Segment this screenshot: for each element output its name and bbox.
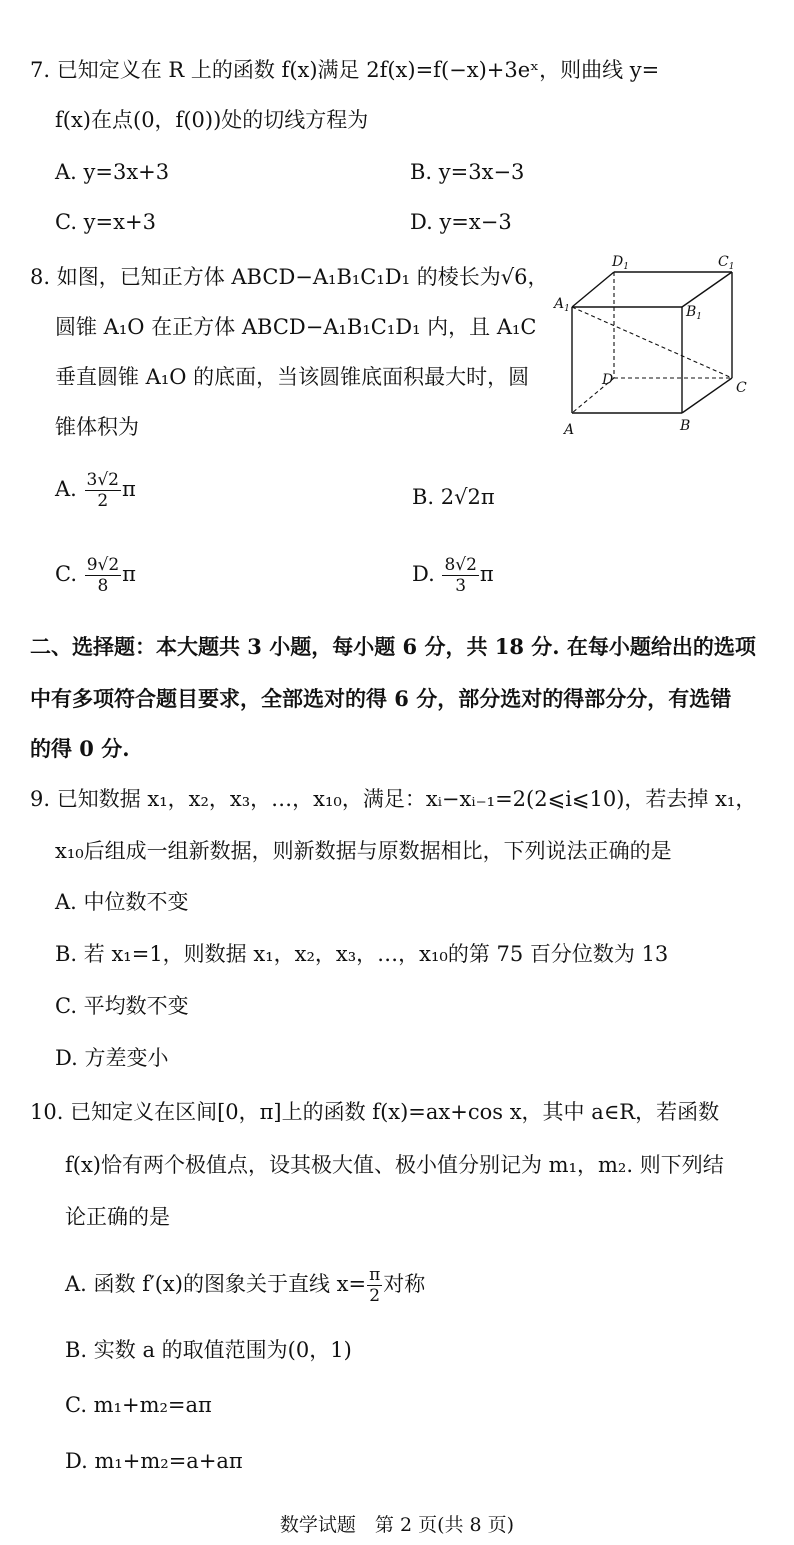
q8-option-d-suffix: π bbox=[479, 562, 494, 586]
q8-option-c-label: C. bbox=[55, 562, 77, 586]
label-b1: $B_1$ bbox=[686, 304, 703, 322]
q8-line-2: 圆锥 A₁O 在正方体 ABCD−A₁B₁C₁D₁ 内，且 A₁C bbox=[55, 315, 537, 339]
q8-option-a-numerator: 3√2 bbox=[86, 470, 119, 490]
q8-option-b bbox=[412, 482, 495, 512]
section2-line-3: 的得 0 分. bbox=[30, 736, 130, 761]
q9-option-a: A. 中位数不变 bbox=[55, 890, 189, 914]
q9-option-d: D. 方差变小 bbox=[55, 1046, 169, 1070]
q8-option-d-numerator: 8√2 bbox=[444, 555, 477, 575]
q7-option-a: A. y=3x+3 bbox=[55, 160, 170, 184]
q8-option-c-fraction bbox=[85, 555, 121, 596]
q10-option-d: D. m₁+m₂=a+aπ bbox=[65, 1449, 243, 1473]
q10-line-3: 论正确的是 bbox=[65, 1205, 170, 1229]
q8-option-c-denominator: 8 bbox=[97, 576, 109, 596]
q8-option-c-suffix: π bbox=[122, 562, 136, 586]
diagonal-a1-c bbox=[572, 307, 732, 378]
label-a: A bbox=[564, 422, 575, 438]
q9-option-b: B. 若 x₁=1，则数据 x₁，x₂，x₃，…，x₁₀的第 75 百分位数为 13 bbox=[55, 942, 669, 966]
q10-option-a-suffix: 对称 bbox=[383, 1272, 426, 1296]
q7-option-c: C. y=x+3 bbox=[55, 210, 156, 234]
q8-option-d bbox=[412, 555, 494, 596]
q9-line-1: 9. 已知数据 x₁，x₂，x₃，…，x₁₀，满足：xᵢ−xᵢ₋₁=2(2⩽i⩽10)，若去掉 x₁， bbox=[30, 787, 757, 811]
q7-option-b: B. y=3x−3 bbox=[410, 160, 525, 184]
q10-line-2: f(x)恰有两个极值点，设其极大值、极小值分别记为 m₁，m₂. 则下列结 bbox=[65, 1153, 724, 1177]
label-c1: $C_1$ bbox=[718, 254, 735, 272]
q10-option-c: C. m₁+m₂=aπ bbox=[65, 1393, 212, 1417]
q8-option-a bbox=[55, 470, 136, 511]
label-d: D bbox=[602, 372, 614, 388]
page-footer: 数学试题 第 2 页(共 8 页) bbox=[279, 1514, 515, 1536]
label-a1: $A_1$ bbox=[554, 296, 570, 314]
q8-option-c-numerator: 9√2 bbox=[86, 555, 120, 575]
section2-line-1: 二、选择题：本大题共 3 小题，每小题 6 分，共 18 分. 在每小题给出的选项 bbox=[30, 634, 756, 659]
q8-option-d-label: D. bbox=[412, 562, 435, 586]
q8-option-a-suffix: π bbox=[122, 477, 136, 501]
q10-option-a bbox=[65, 1265, 425, 1306]
label-d1: $D_1$ bbox=[612, 254, 629, 272]
q8-option-a-fraction bbox=[85, 470, 121, 511]
q9-line-2: x₁₀后组成一组新数据，则新数据与原数据相比，下列说法正确的是 bbox=[55, 839, 672, 863]
q8-option-d-fraction bbox=[442, 555, 478, 596]
q8-line-4: 锥体积为 bbox=[55, 415, 139, 439]
q8-option-b-label: B. bbox=[412, 485, 435, 509]
q7-line-1: 7. 已知定义在 R 上的函数 f(x)满足 2f(x)=f(−x)+3eˣ，则曲线 y= bbox=[30, 58, 660, 82]
q8-option-d-denominator: 3 bbox=[455, 576, 467, 596]
q8-option-a-denominator: 2 bbox=[97, 491, 109, 511]
cube-figure bbox=[552, 250, 752, 440]
q10-option-b: B. 实数 a 的取值范围为(0，1) bbox=[65, 1338, 352, 1362]
edge-b1-c1 bbox=[682, 272, 732, 307]
q10-option-a-text: A. 函数 f′(x)的图象关于直线 x= bbox=[65, 1272, 367, 1296]
label-c: C bbox=[736, 380, 747, 396]
q10-option-a-numerator: π bbox=[369, 1265, 381, 1285]
q10-option-a-denominator: 2 bbox=[369, 1286, 381, 1306]
edge-b-c bbox=[682, 378, 732, 413]
q8-option-b-value: 2√2π bbox=[440, 485, 495, 509]
q10-line-1: 10. 已知定义在区间[0，π]上的函数 f(x)=ax+cos x，其中 a∈R，若函数 bbox=[30, 1100, 720, 1124]
q8-line-1: 8. 如图，已知正方体 ABCD−A₁B₁C₁D₁ 的棱长为√6， bbox=[30, 265, 549, 289]
q9-option-c: C. 平均数不变 bbox=[55, 994, 189, 1018]
label-b: B bbox=[680, 418, 691, 434]
q7-line-2: f(x)在点(0，f(0))处的切线方程为 bbox=[55, 108, 369, 132]
edge-a1-d1 bbox=[572, 272, 614, 307]
q10-option-a-fraction bbox=[367, 1265, 382, 1306]
q7-option-d: D. y=x−3 bbox=[410, 210, 512, 234]
q8-option-a-label: A. bbox=[55, 477, 77, 501]
q8-line-3: 垂直圆锥 A₁O 的底面，当该圆锥底面积最大时，圆 bbox=[55, 365, 530, 389]
section2-line-2: 中有多项符合题目要求，全部选对的得 6 分，部分选对的得部分分，有选错 bbox=[30, 686, 732, 711]
q8-option-c bbox=[55, 555, 136, 596]
